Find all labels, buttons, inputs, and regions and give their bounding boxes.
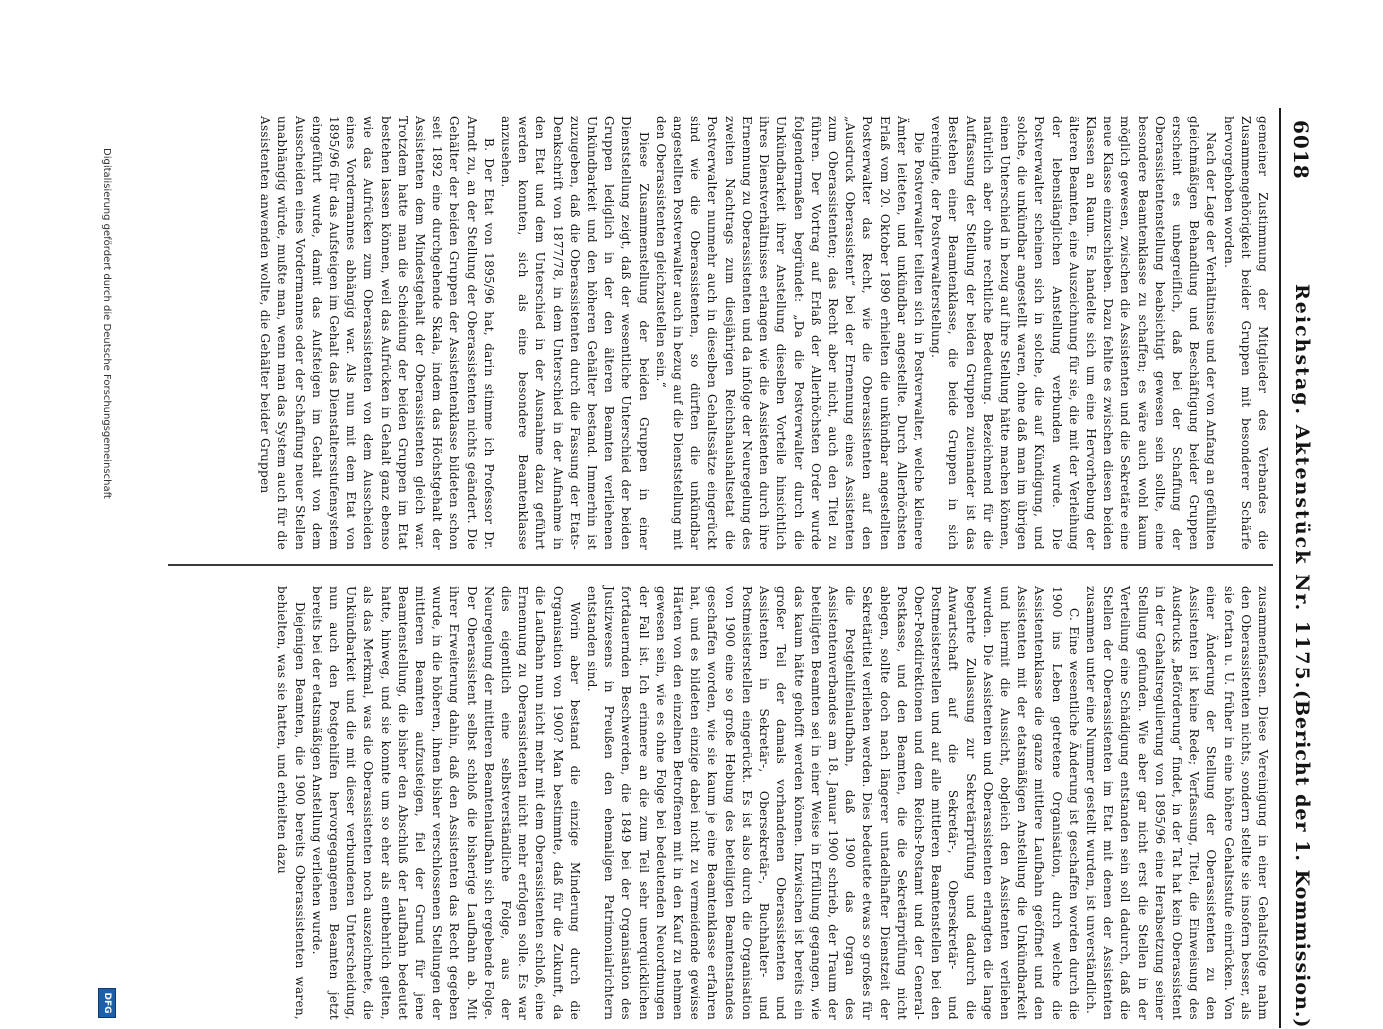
paragraph: Diese Zusammenstellung der beiden Gruppen in einer Dienststellung zeigt, daß der wesentliche Unterschied der beiden Gruppen lediglich in der den älteren Beamten verliehenen Unkündbarkeit und den höheren Gehälter bestand. Immerhin ist zuzugeben, daß die Oberassistenten durch die Fassung der Etats-Denkschrift von 1877/78, in dem Unterschied in der Aufnahme in den Etat und dem Unterschied in der Ausnahme dazu geführt werden konnten, sich als eine besondere Beamtenklasse anzusehen.	[499, 116, 651, 550]
page-number: 6018	[1289, 120, 1313, 180]
paragraph: gemeiner Zustimmung der Mitglieder des Verbandes die Zusammengehörigkeit beider Gruppen mit besonderer Schärfe hervorgehoben worden.	[1221, 116, 1270, 550]
document-title: Reichstag. Aktenstück Nr. 1175.	[1291, 284, 1313, 691]
right-text-column	[273, 586, 1271, 1020]
left-text-column	[256, 116, 1271, 550]
running-head	[1285, 108, 1315, 1028]
header-divider	[1279, 108, 1281, 1028]
paragraph: Die Postverwalter teilten sich in Postverwalter, welche kleinere Ämter leiteten, und unkündbar angestellte. Durch Allerhöchsten Erlaß vom 20. Oktober 1890 erhielten die unkündbar angestellten Postverwalter das Recht, wie die Oberassistenten auf den „Ausdruck Oberassistent“ bei der Ernennung eines Assistenten zum Oberassistenten; das Recht aber nicht, auch den Titel zu führen. Der Vortrag auf Erlaß der Allerhöchsten Order wurde folgendermaßen begründet: „Da die Postverwalter durch die Unkündbarkeit ihrer Anstellung dieselben Vorteile hinsichtlich ihres Dienstverhältnisses erlangen wie die Assistenten durch ihre Ernennung zu Oberassistenten und da infolge der Neuregelung des zweiten Nachtrags zum diesjährigen Reichshaushaltsetat die Postverwalter nunmehr auch in dieselben Gehaltssätze eingerückt sind wie die Oberassistenten, so dürften die unkündbar angestellten Postverwalter auch in bezug auf die Dienststellung mit den Oberassistenten gleichzustellen sein.“	[653, 116, 926, 550]
report-label: (Bericht der 1. Kommission.)	[1291, 690, 1313, 1029]
paragraph: C. Eine wesentliche Änderung ist geschaffen worden durch die 1900 ins Leben getretene Organisation, durch welche die Assistentenklasse die ganze mittlere Laufbahn geöffnet und den Assistenten mit der etatsmäßigen Anstellung die Unkündbarkeit und hiermit die Aussicht, obgleich den Assistenten verliehen wurden. Die Assistenten und Oberassistenten erlangten die lange begehrte Zulassung zur Sekretärprüfung und dadurch die Anwartschaft auf die Sekretär-, Obersekretär- und Postmeisterstellen und auf alle mittleren Beamtenstellen bei den Ober-Postdirektionen und dem Reichs-Postamt und der General-Postkasse, und den Beamten, die die Sekretärprüfung nicht ablegen, sollte doch nach längerer untadelhafter Dienstzeit der Sekretärtitel verliehen werden. Dies bedeutete etwas so großes für die Postgehilfenlaufbahn, daß 1900 das Organ des Assistentenverbandes am 18. Januar 1900 schrieb, der Traum der beteiligten Beamten sei in einer Weise in Erfüllung gegangen, wie das kaum hätte gehofft werden können. Inzwischen ist bereits ein großer Teil der damals vorhandenen Oberassistenten und Assistenten in Sekretär-, Obersekretär-, Buchhalter- und Postmeisterstellen eingerückt. Es ist also durch die Organisation von 1900 eine so große Hebung des beteiligten Beamtenstandes geschaffen worden, wie sie kaum je eine Beamtenklasse erfahren hat, und es bildeten einzige dabei nicht zu vermeidende gewisse Härten von den einzelnen Betroffenen mit in den Kauf zu nehmen gewesen sein, wie es ohne Folge bei bedeutenden Neuordnungen der Fall ist. Ich erinnere an die zum Teil sehr unerquicklichen fortdauernden Beschwerden, die 1849 bei der Organisation des Justizwesens in Preußen den ehemaligen Patrimonialrichtern entstanden sind.	[585, 586, 1081, 1020]
paragraph: Diejenigen Beamten, die 1900 bereits Oberassistenten waren, behielten, was sie hatten, und erhielten dazu	[275, 586, 307, 1020]
dfg-logo-icon: DFG	[98, 988, 116, 1018]
paragraph: Nach der Lage der Verhältnisse und der von Anfang an gefühlten gleichmäßigen Behandlung und Beschäftigung beider Gruppen erscheint es unbegreiflich, daß bei der Schaffung der Oberassistentenstellung beabsichtigt gewesen sein sollte, eine besondere Beamtenklasse zu schaffen; es wäre auch wohl kaum möglich gewesen, zwischen die Assistenten und die Sekretäre eine neue Klasse einzuschieben. Dazu fehlte es zwischen diesen beiden Klassen an Raum. Es handelte sich um eine Hervorhebung der älteren Beamten, eine Auszeichnung für sie, die mit der Verleihung der lebenslänglichen Anstellung verbunden wurde. Die Postverwalter scheinen sich in solche, die auf Kündigung, und solche, die unkündbar angestellt waren, ohne daß man im übrigen einen Unterschied in bezug auf ihre Stellung hätte machen können, natürlich aber ohne rechtliche Bedeutung. Bezeichnend für die Auffassung der Stellung der beiden Gruppen zueinander ist das Bestehen einer Beamtenklasse, die beide Gruppen in sich vereinigte, der Postverwalterstellung.	[929, 116, 1219, 550]
digitization-credit	[86, 108, 116, 1028]
rotated-document-page	[81, 108, 1321, 1028]
credit-text: Digitalisierung gefördert durch die Deutsche Forschungsgemeinschaft	[101, 148, 112, 499]
paragraph: Worin aber bestand die einzige Minderung durch die Organisation von 1900? Man bestimmte, daß für die Zukunft, da die Laufbahn nun nicht mehr mit dem Oberassistenten schloß, eine Ernennung zu Oberassistenten nicht mehr erfolgen solle. Es war dies eigentlich eine selbstverständliche Folge, aus der Neuregelung der mittleren Beamtenlaufbahn sich ergebende Folge. Der Oberassistent selbst schloß die bisherige Laufbahn ab. Mit ihrer Erweiterung dahin, daß den Assistenten das Recht gegeben wurde, in die höheren, ihnen bisher verschlossenen Stellungen der mittleren Beamten aufzusteigen, fiel der Grund für jene Beamtenstellung, die bisher den Abschluß der Laufbahn bedeutet hatte, hinweg, und sie konnte um so eher als entbehrlich gelten, als das Merkmal, was die Oberassistenten noch auszeichnete, die Unkündbarkeit und die mit dieser verbundenen Unterscheidung, nun auch den Postgehilfen hervorgegangenen Beamten jetzt bereits bei der etatsmäßigen Anstellung verliehen wurde.	[309, 586, 582, 1020]
paragraph: B. Der Etat von 1895/96 hat, darin stimme ich Professor Dr. Arndt zu, an der Stellung der Oberassistenten nichts geändert. Die Gehälter der beiden Gruppen der Assistentenklasse bildeten schon seit 1892 eine durchgehende Skala, indem das Höchstgehalt der Assistenten dem Mindestgehalt der Oberassistenten gleich war. Trotzdem hatte man die Scheidung der beiden Gruppen im Etat bestehen lassen können, weil das Aufrücken in Gehalt ganz ebenso wie das Aufrücken zum Oberassistenten von dem Ausscheiden eines Vordermannes abhängig war. Als nun mit dem Etat von 1895/96 für das Aufsteigen im Gehalt das Dienstaltersstufensystem eingeführt wurde, damit das Aufsteigen im Gehalt von dem Ausscheiden eines Vordermannes oder der Schaffung neuer Stellen unabhängig würde, mußte man, wenn man das System auch für die Assistenten anwenden wollte, die Gehälter beider Gruppen	[258, 116, 496, 550]
column-divider	[168, 564, 1273, 566]
paragraph: zusammenfassen. Diese Vereinigung in einer Gehaltsfolge nahm den Oberassistenten nichts, sondern stellte sie insofern besser, als sie fortan u. U. früher in eine höhere Gehaltsstufe einrücken. Von einer Änderung der Stellung der Oberassistenten zu den Assistenten ist keine Rede; Verfassung, Titel, die Einweisung des Ausdrucks „Beförderung“ findet, in der Tat hat kein Oberassistent in der Gehaltsregulierung von 1895/96 eine Herabsetzung seiner Stellung gefunden. Wie aber gar nicht erst die Stellen in der Verteilung eine Schädigung entstanden sein soll dadurch, daß die Stellen der Oberassistenten im Etat mit denen der Assistenten zusammen unter eine Nummer gestellt wurden, ist unverständlich.	[1083, 586, 1270, 1020]
